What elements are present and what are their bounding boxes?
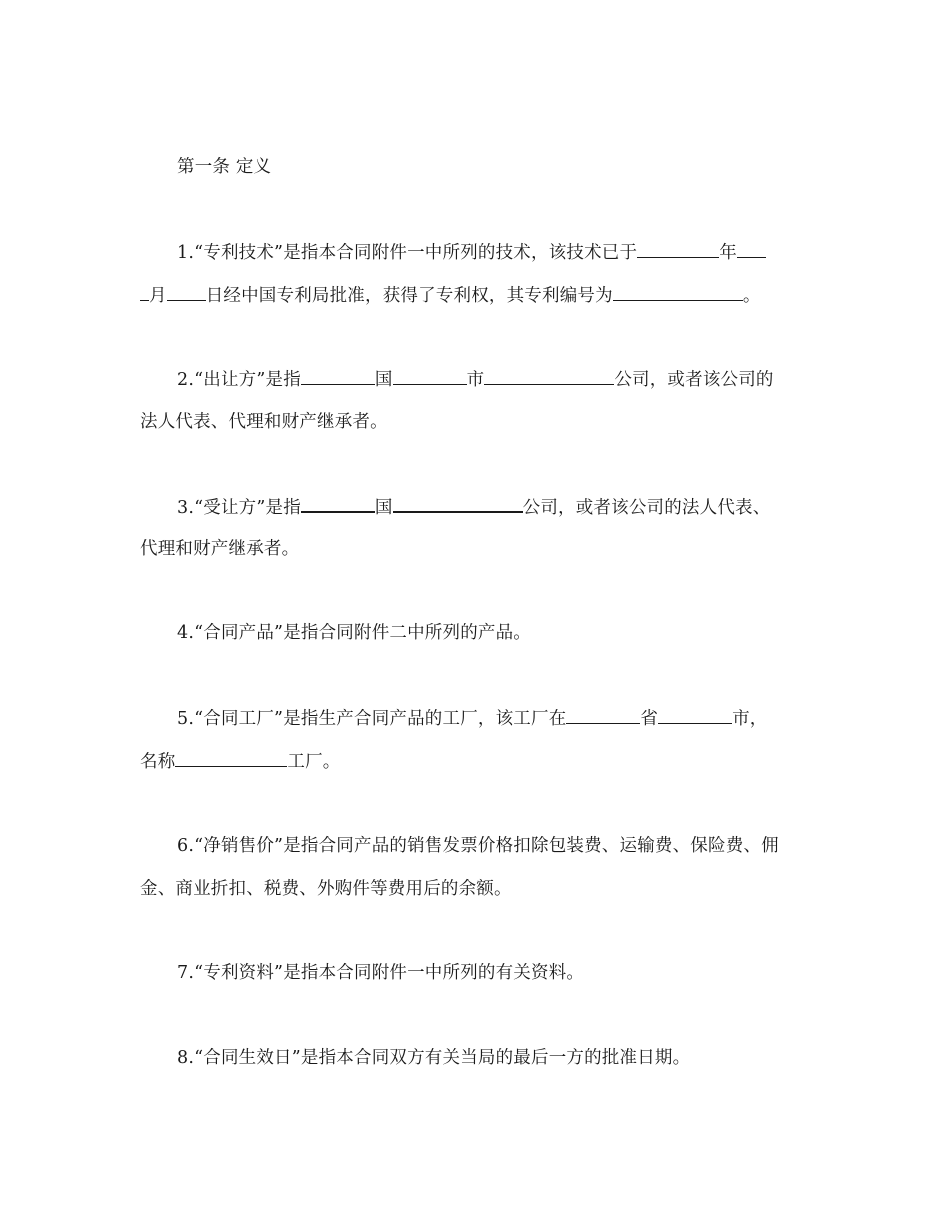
province-blank xyxy=(566,707,640,724)
clause-1-line-2 xyxy=(140,284,761,307)
article-heading: 第一条 定义 xyxy=(177,157,272,177)
company-blank xyxy=(484,368,614,385)
city-label: 市 xyxy=(466,370,485,390)
clause-term: “出让方” xyxy=(194,370,266,390)
clause-number: 1. xyxy=(177,243,195,263)
clause-text: 公司，或者该公司的法人代表、 xyxy=(522,498,771,518)
clause-end: 。 xyxy=(742,286,761,306)
clause-2-line-2: 法人代表、代理和财产继承者。 xyxy=(140,412,388,432)
clause-number: 4. xyxy=(177,623,195,643)
company-blank xyxy=(393,495,523,513)
month-label: 月 xyxy=(149,286,167,306)
city-label: 市， xyxy=(732,709,768,729)
clause-term: “净销售价” xyxy=(194,836,284,856)
clause-text: 日经中国专利局批准，获得了专利权，其专利编号为 xyxy=(205,286,613,306)
clause-5-line-1 xyxy=(177,707,768,730)
country-blank xyxy=(301,495,375,513)
clause-term: “合同生效日” xyxy=(194,1048,301,1068)
country-label: 国 xyxy=(374,498,393,518)
clause-number: 2. xyxy=(177,370,195,390)
patent-number-blank xyxy=(613,284,743,301)
clause-term: “受让方” xyxy=(194,498,266,518)
day-blank xyxy=(167,284,206,301)
clause-5-line-2 xyxy=(140,750,341,773)
clause-6-line-1 xyxy=(177,835,779,857)
clause-term: “合同工厂” xyxy=(194,709,284,729)
factory-name-blank xyxy=(175,750,287,767)
clause-2-line-1 xyxy=(177,368,774,391)
clause-term: “专利技术” xyxy=(194,243,284,263)
clause-text: 是指本合同双方有关当局的最后一方的批准日期。 xyxy=(300,1048,691,1068)
clause-text: 是指本合同附件一中所列的技术，该技术已于 xyxy=(283,243,638,263)
city-blank xyxy=(393,368,467,385)
clause-8-line-1 xyxy=(177,1047,690,1069)
clause-term: “专利资料” xyxy=(194,963,284,983)
clause-text: 是指 xyxy=(265,498,301,518)
clause-text: 是指 xyxy=(265,370,301,390)
clause-number: 7. xyxy=(177,963,195,983)
clause-text: 是指本合同附件一中所列的有关资料。 xyxy=(283,963,585,983)
clause-text: 工厂。 xyxy=(287,752,341,772)
city-blank xyxy=(658,707,732,724)
clause-number: 5. xyxy=(177,709,195,729)
clause-text: 是指合同产品的销售发票价格扣除包装费、运输费、保险费、佣 xyxy=(283,836,779,856)
clause-text: 名称 xyxy=(140,752,176,772)
clause-number: 6. xyxy=(177,836,195,856)
country-label: 国 xyxy=(374,370,393,390)
country-blank xyxy=(301,368,375,385)
clause-4-line-1 xyxy=(177,622,531,644)
clause-1-line-1 xyxy=(177,241,766,264)
clause-text: 是指合同附件二中所列的产品。 xyxy=(283,623,532,643)
clause-number: 8. xyxy=(177,1048,195,1068)
clause-term: “合同产品” xyxy=(194,623,284,643)
province-label: 省 xyxy=(640,709,659,729)
clause-3-line-2: 代理和财产继承者。 xyxy=(140,539,300,559)
month-blank-part1 xyxy=(737,241,766,258)
clause-text: 是指生产合同产品的工厂，该工厂在 xyxy=(283,709,567,729)
clause-6-line-2: 金、商业折扣、税费、外购件等费用后的余额。 xyxy=(140,879,512,899)
clause-text: 公司，或者该公司的 xyxy=(614,370,774,390)
clause-number: 3. xyxy=(177,498,195,518)
year-blank xyxy=(637,241,719,258)
month-blank-part2 xyxy=(140,284,149,301)
year-label: 年 xyxy=(719,243,737,263)
clause-7-line-1 xyxy=(177,962,584,984)
clause-3-line-1 xyxy=(177,495,770,519)
